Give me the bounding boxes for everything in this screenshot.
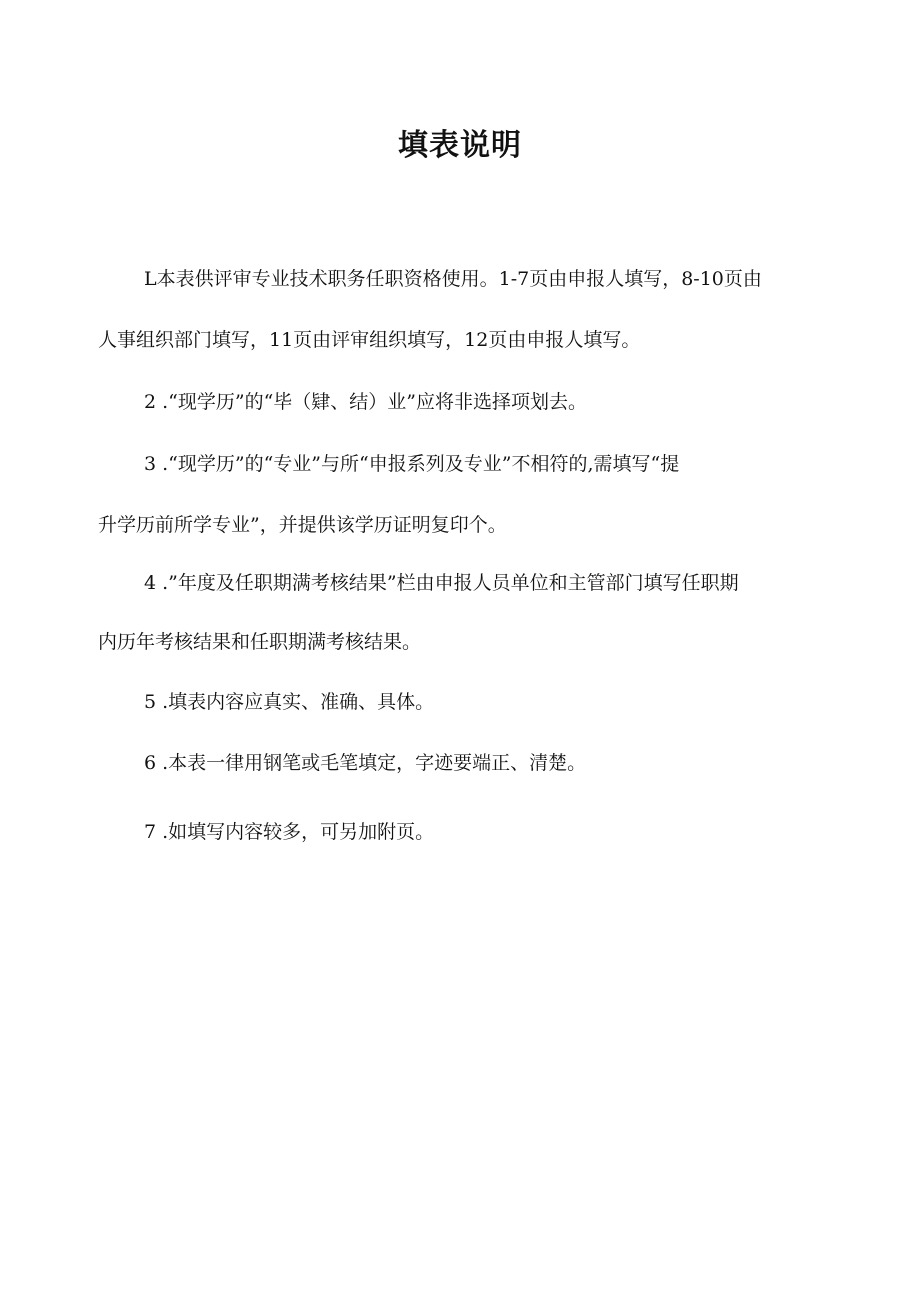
instruction-2 [98, 387, 858, 417]
instruction-5-line-1: 5 .填表内容应真实、准确、具体。 [144, 691, 435, 713]
instruction-3 [98, 449, 858, 479]
instruction-1-line-1: L本表供评审专业技术职务任职资格使用。1-7页由申报人填写，8-10页由 [144, 268, 762, 290]
instruction-6 [98, 748, 858, 778]
instruction-3-cont [98, 510, 858, 540]
instruction-6-line-1: 6 .本表一律用钢笔或毛笔填定，字迹要端正、清楚。 [144, 752, 587, 774]
page-title: 填表说明 [398, 128, 522, 163]
instruction-3-line-2: 升学历前所学专业”，并提供该学历证明复印个。 [98, 514, 507, 536]
instruction-5 [98, 687, 858, 717]
instruction-1-cont [98, 325, 858, 355]
instruction-1-line-2: 人事组织部门填写，11页由评审组织填写，12页由申报人填写。 [98, 329, 641, 351]
instruction-7 [98, 817, 858, 847]
instruction-4-line-2: 内历年考核结果和任职期满考核结果。 [98, 631, 422, 653]
instruction-7-line-1: 7 .如填写内容较多，可另加附页。 [144, 821, 435, 843]
instruction-2-line-1: 2 .“现学历”的“毕（肄、结）业”应将非选择项划去。 [144, 391, 588, 413]
instruction-4-line-1: 4 .”年度及任职期满考核结果”栏由申报人员单位和主管部门填写任职期 [144, 572, 739, 594]
instruction-1 [98, 264, 858, 294]
instruction-4-cont [98, 627, 858, 657]
instruction-4 [98, 568, 858, 598]
instruction-3-line-1: 3 .“现学历”的“专业”与所“申报系列及专业”不相符的,需填写“提 [144, 453, 680, 475]
